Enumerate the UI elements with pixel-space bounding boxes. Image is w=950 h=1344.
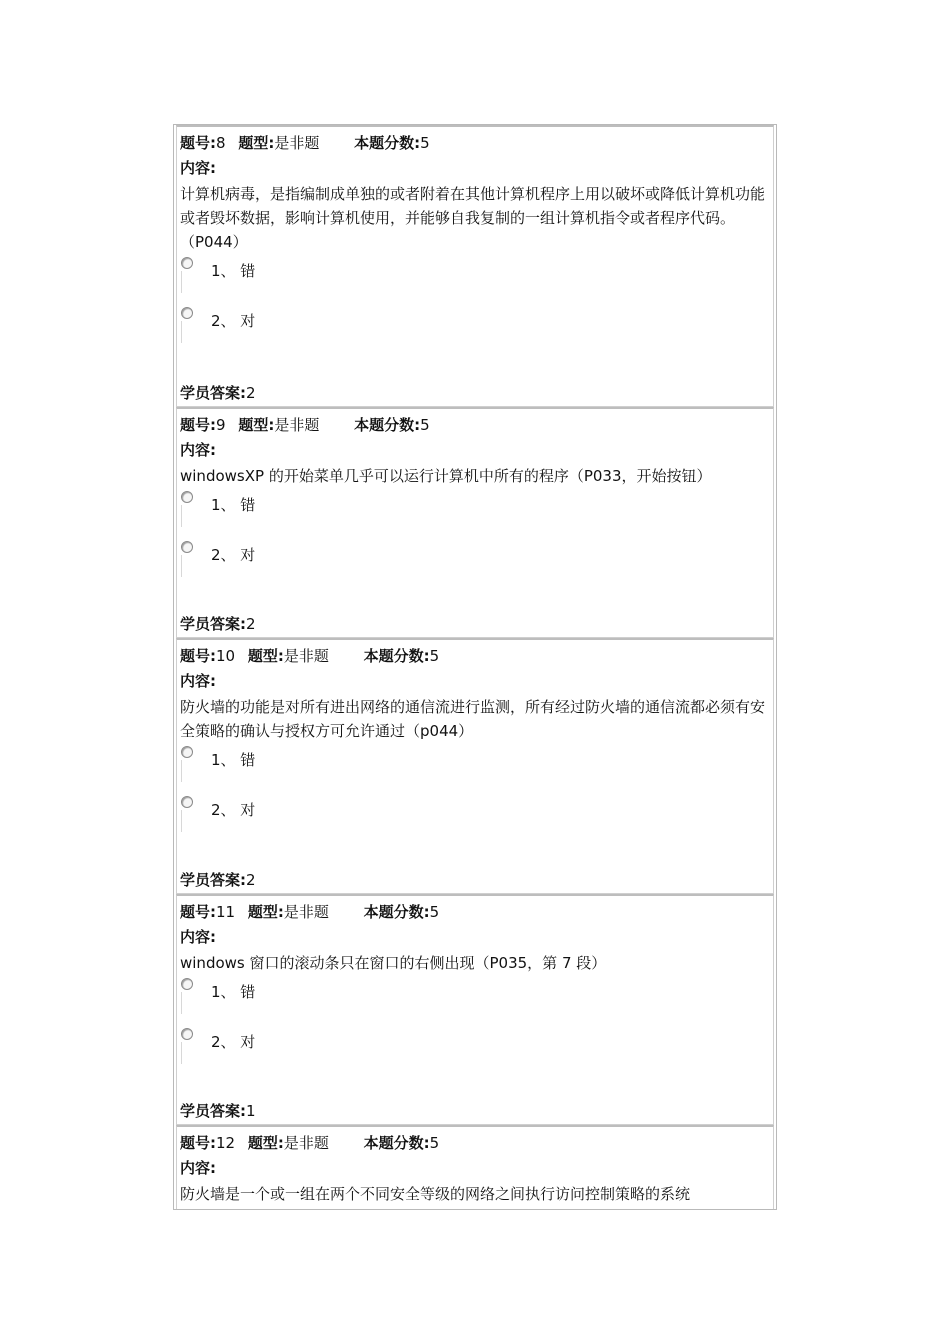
option-label: 1、 错 <box>211 983 256 1001</box>
question-number: 9 <box>216 416 226 434</box>
option-label: 1、 错 <box>211 262 256 280</box>
radio-button-icon[interactable] <box>181 746 193 758</box>
score-label: 本题分数: <box>354 416 421 434</box>
question-number: 10 <box>216 647 236 665</box>
question-block <box>176 125 774 407</box>
option-right[interactable] <box>180 1027 769 1077</box>
answer-value: 1 <box>246 1102 256 1120</box>
question-block <box>176 1125 774 1209</box>
radio-button-icon[interactable] <box>181 307 193 319</box>
student-answer <box>180 1101 256 1121</box>
student-answer <box>180 870 256 890</box>
question-sheet <box>173 124 777 1210</box>
content-label: 内容: <box>180 928 216 946</box>
student-answer <box>180 383 256 403</box>
option-right[interactable] <box>180 795 769 845</box>
question-score: 5 <box>429 1134 440 1152</box>
radio-button-icon[interactable] <box>181 796 193 808</box>
qnum-label: 题号: <box>180 416 216 434</box>
qtype-label: 题型: <box>238 416 275 434</box>
question-content: 防火墙是一个或一组在两个不同安全等级的网络之间执行访问控制策略的系统 <box>180 1185 691 1203</box>
qtype-label: 题型: <box>238 134 275 152</box>
question-header <box>180 644 769 669</box>
option-label: 1、 错 <box>211 751 256 769</box>
radio-button-icon[interactable] <box>181 541 193 553</box>
qtype-label: 题型: <box>247 647 284 665</box>
content-label: 内容: <box>180 441 216 459</box>
option-label: 2、 对 <box>211 1033 256 1051</box>
question-number: 11 <box>216 903 236 921</box>
radio-button-icon[interactable] <box>181 978 193 990</box>
qnum-label: 题号: <box>180 647 216 665</box>
question-type: 是非题 <box>274 134 320 152</box>
content-label: 内容: <box>180 672 216 690</box>
question-content: windows 窗口的滚动条只在窗口的右侧出现（P035，第 7 段） <box>180 954 607 972</box>
qnum-label: 题号: <box>180 1134 216 1152</box>
qnum-label: 题号: <box>180 903 216 921</box>
qtype-label: 题型: <box>247 903 284 921</box>
answer-label: 学员答案: <box>180 384 246 402</box>
option-wrong[interactable] <box>180 977 769 1027</box>
question-type: 是非题 <box>283 647 329 665</box>
question-header <box>180 131 769 156</box>
question-score: 5 <box>420 416 430 434</box>
question-type: 是非题 <box>283 1134 329 1152</box>
answer-label: 学员答案: <box>180 871 246 889</box>
question-type: 是非题 <box>283 903 329 921</box>
option-label: 2、 对 <box>211 312 256 330</box>
question-block <box>176 894 774 1125</box>
question-score: 5 <box>429 647 440 665</box>
question-content: 防火墙的功能是对所有进出网络的通信流进行监测，所有经过防火墙的通信流都必须有安全策略的确认与授权方可允许通过（p044） <box>180 698 766 740</box>
question-number: 8 <box>216 134 226 152</box>
question-block <box>176 407 774 638</box>
option-label: 2、 对 <box>211 546 256 564</box>
content-label: 内容: <box>180 1159 216 1177</box>
qtype-label: 题型: <box>247 1134 284 1152</box>
content-label: 内容: <box>180 159 216 177</box>
question-score: 5 <box>420 134 430 152</box>
question-number: 12 <box>216 1134 236 1152</box>
score-label: 本题分数: <box>354 134 421 152</box>
answer-value: 2 <box>246 615 256 633</box>
option-wrong[interactable] <box>180 256 769 306</box>
question-type: 是非题 <box>274 416 320 434</box>
question-header <box>180 900 769 925</box>
option-right[interactable] <box>180 540 769 590</box>
option-label: 1、 错 <box>211 496 256 514</box>
student-answer <box>180 614 256 634</box>
option-wrong[interactable] <box>180 490 769 540</box>
score-label: 本题分数: <box>363 647 430 665</box>
question-block <box>176 638 774 894</box>
question-score: 5 <box>429 903 440 921</box>
question-header <box>180 413 769 438</box>
answer-label: 学员答案: <box>180 1102 246 1120</box>
radio-button-icon[interactable] <box>181 257 193 269</box>
score-label: 本题分数: <box>363 1134 430 1152</box>
question-content: windowsXP 的开始菜单几乎可以运行计算机中所有的程序（P033，开始按钮） <box>180 467 712 485</box>
question-header <box>180 1131 769 1156</box>
option-wrong[interactable] <box>180 745 769 795</box>
option-label: 2、 对 <box>211 801 256 819</box>
question-content: 计算机病毒，是指编制成单独的或者附着在其他计算机程序上用以破坏或降低计算机功能或者毁坏数据，影响计算机使用，并能够自我复制的一组计算机指令或者程序代码。（P044） <box>180 185 766 251</box>
radio-button-icon[interactable] <box>181 1028 193 1040</box>
answer-value: 2 <box>246 871 256 889</box>
qnum-label: 题号: <box>180 134 216 152</box>
option-right[interactable] <box>180 306 769 356</box>
radio-button-icon[interactable] <box>181 491 193 503</box>
score-label: 本题分数: <box>363 903 430 921</box>
answer-value: 2 <box>246 384 256 402</box>
answer-label: 学员答案: <box>180 615 246 633</box>
